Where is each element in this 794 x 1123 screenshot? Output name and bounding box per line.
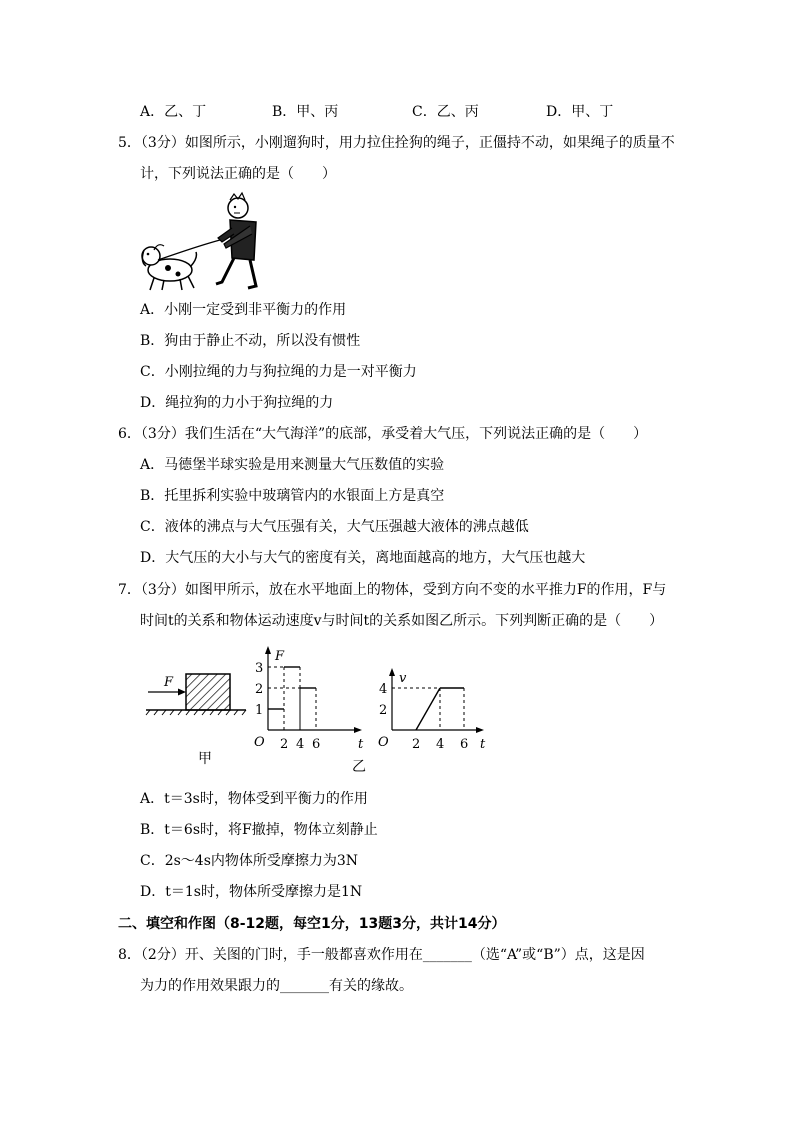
q4-option-b: B．甲、丙 [272, 104, 339, 120]
figure-yi-caption: 乙 [352, 759, 366, 775]
vt-xlabel: t [480, 737, 486, 752]
q7-option-b: B．t＝6s时，将F撤掉，物体立刻静止 [140, 822, 378, 838]
q8-line1: 8．（2分）开、关图的门时，手一般都喜欢作用在_______（选“A”或“B”）点，这是因 [118, 947, 645, 963]
block [186, 674, 230, 710]
ft-xlabel: t [358, 737, 364, 752]
q4-option-c: C．乙、丙 [412, 104, 479, 120]
vt-series-segment-0 [416, 688, 440, 730]
q6-option-b: B．托里拆利实验中玻璃管内的水银面上方是真空 [140, 488, 445, 504]
figure-jia [142, 664, 252, 774]
vt-y-tick-4: 4 [379, 682, 388, 697]
ft-y-axis-arrow [265, 646, 271, 654]
ft-x-tick-4: 4 [296, 737, 305, 752]
q5-option-a: A．小刚一定受到非平衡力的作用 [140, 302, 347, 318]
ft-origin-label: O [254, 735, 265, 750]
vt-origin-label: O [378, 735, 389, 750]
q7-stem-line2: 时间t的关系和物体运动速度v与时间t的关系如图乙所示。下列判断正确的是（ ） [140, 613, 664, 629]
ft-x-axis-arrow [354, 727, 362, 733]
ft-y-tick-2: 2 [255, 682, 264, 697]
ft-y-tick-3: 3 [255, 661, 264, 676]
q4-option-d: D．甲、丁 [546, 104, 614, 120]
ft-x-tick-6: 6 [312, 737, 321, 752]
q7-option-a: A．t＝3s时，物体受到平衡力的作用 [140, 791, 368, 807]
ft-x-tick-2: 2 [280, 737, 289, 752]
q6-option-a: A．马德堡半球实验是用来测量大气压数值的实验 [140, 457, 445, 473]
vt-x-tick-4: 4 [436, 737, 445, 752]
vt-y-tick-2: 2 [379, 703, 388, 718]
q5-stem-line1: 5．（3分）如图所示，小刚遛狗时，用力拉住拴狗的绳子，正僵持不动，如果绳子的质量不 [118, 135, 675, 151]
q7-option-d: D．t＝1s时，物体所受摩擦力是1N [140, 884, 363, 900]
ft-y-tick-1: 1 [255, 703, 264, 718]
q6-stem: 6．（3分）我们生活在“大气海洋”的底部，承受着大气压，下列说法正确的是（ ） [118, 426, 648, 442]
chart-f-t [248, 644, 366, 756]
q5-option-d: D．绳拉狗的力小于狗拉绳的力 [140, 395, 334, 411]
q7-option-c: C．2s～4s内物体所受摩擦力为3N [140, 853, 359, 869]
vt-x-tick-2: 2 [412, 737, 421, 752]
ft-ylabel: F [275, 649, 285, 664]
vt-x-tick-6: 6 [460, 737, 469, 752]
figure-jia-caption: 甲 [198, 751, 212, 767]
q6-option-c: C．液体的沸点与大气压强有关，大气压强越大液体的沸点越低 [140, 519, 529, 535]
section-2-heading: 二、填空和作图（8-12题，每空1分，13题3分，共计14分） [118, 916, 506, 932]
q8-line2: 为力的作用效果跟力的_______有关的缘故。 [140, 978, 413, 994]
q5-option-c: C．小刚拉绳的力与狗拉绳的力是一对平衡力 [140, 364, 417, 380]
vt-x-axis-arrow [476, 727, 484, 733]
q4-option-a: A．乙、丁 [140, 104, 207, 120]
q5-option-b: B．狗由于静止不动，所以没有惯性 [140, 333, 361, 349]
q7-stem-line1: 7．（3分）如图甲所示，放在水平地面上的物体，受到方向不变的水平推力F的作用，F与 [118, 582, 667, 598]
vt-ylabel: v [399, 671, 407, 686]
dog-walking-illustration [138, 190, 266, 294]
q6-option-d: D．大气压的大小与大气的密度有关，离地面越高的地方，大气压也越大 [140, 550, 586, 566]
vt-y-axis-arrow [389, 668, 395, 676]
force-label: F [164, 675, 174, 690]
q5-stem-line2: 计，下列说法正确的是（ ） [140, 166, 336, 182]
chart-v-t [370, 664, 486, 756]
force-arrowhead [178, 689, 186, 696]
